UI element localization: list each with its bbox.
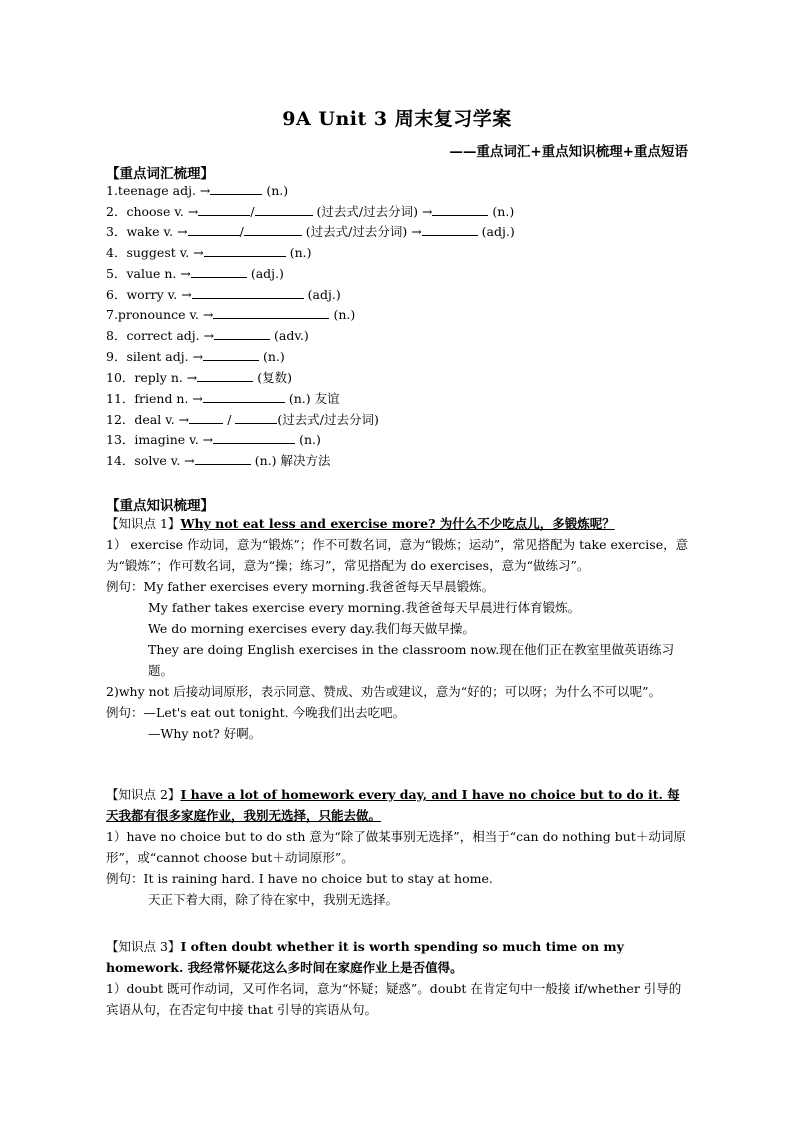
answer-blank[interactable] [195, 452, 251, 465]
knowledge-point-1: 【知识点 1】Why not eat less and exercise more? 为什么不少吃点儿，多锻炼呢？ 1） exercise 作动词，意为“锻炼”；作不可数名词，意为“锻炼；运动”，常见搭配为 take exercise，意为“锻炼”；作可数名词，意为“操；练习”，常见搭配为 do exercises，意为“做练习”。 例句：My father exercises every morning.我爸爸每天早晨锻炼。 My father takes exercise every morning.我爸爸每天早晨进行体育锻炼。 We do morning exercises every day.我们每天做早操。 They are doing English exercises in the classroom now.现在他们正在教室里做英语练习题。 2)why not 后接动词原形，表示同意、赞成、劝告或建议，意为“好的；可以呀；为什么不可以呢”。 例句：—Let's eat out tonight. 今晚我们出去吃吧。 —Why not? 好啊。 [106, 513, 692, 744]
example-sentence: My father takes exercise every morning.我爸爸每天早晨进行体育锻炼。 [148, 600, 581, 615]
answer-blank[interactable] [213, 431, 295, 444]
vocab-item: 13．imagine v. → (n.) [106, 432, 321, 447]
vocab-item: 5．value n. → (adj.) [106, 266, 284, 281]
answer-blank[interactable] [191, 265, 247, 278]
vocab-item: 12．deal v. → / (过去式/过去分词) [106, 412, 379, 427]
answer-blank[interactable] [255, 203, 313, 216]
answer-blank[interactable] [210, 182, 262, 195]
example-sentence: My father exercises every morning.我爸爸每天早晨锻炼。 [143, 579, 495, 594]
answer-blank[interactable] [189, 411, 223, 424]
answer-blank[interactable] [244, 223, 302, 236]
answer-blank[interactable] [203, 390, 285, 403]
vocab-item: 8．correct adj. → (adv.) [106, 328, 309, 343]
page-title: 9A Unit 3 周末复习学案 [282, 108, 512, 130]
vocab-item: 9．silent adj. → (n.) [106, 349, 285, 364]
vocab-item: 1.teenage adj. → (n.) [106, 183, 289, 198]
example-sentence: —Let's eat out tonight. 今晚我们出去吃吧。 [143, 705, 406, 720]
page-subtitle: ——重点词汇+重点知识梳理+重点短语 [449, 144, 688, 160]
vocab-item: 6．worry v. → (adj.) [106, 287, 341, 302]
kp-label: 【知识点 1】 [106, 516, 181, 531]
knowledge-point-3 [106, 936, 692, 1020]
kp-label: 【知识点 3】 [106, 939, 181, 954]
kp-explanation: 1） exercise 作动词，意为“锻炼”；作不可数名词，意为“锻炼；运动”，常见搭配为 take exercise，意为“锻炼”；作可数名词，意为“操；练习”，常见搭配为 do exercises，意为“做练习”。 [106, 537, 689, 573]
example-sentence: We do morning exercises every day.我们每天做早操。 [148, 621, 475, 636]
answer-blank[interactable] [198, 203, 250, 216]
kp-explanation: 2)why not 后接动词原形，表示同意、赞成、劝告或建议，意为“好的；可以呀；为什么不可以呢”。 [106, 684, 661, 699]
answer-blank[interactable] [188, 223, 240, 236]
vocab-item: 4．suggest v. → (n.) [106, 245, 312, 260]
kp-sentence: Why not eat less and exercise more? 为什么不少吃点儿，多锻炼呢？ [180, 516, 615, 531]
example-sentence: —Why not? 好啊。 [148, 726, 262, 741]
answer-blank[interactable] [192, 286, 304, 299]
answer-blank[interactable] [203, 348, 259, 361]
answer-blank[interactable] [213, 306, 329, 319]
kp-explanation: 1）have no choice but to do sth 意为“除了做某事别无选择”，相当于“can do nothing but＋动词原形”，或“cannot choose but＋动词原形”。 [106, 829, 686, 865]
vocab-item: 10．reply n. → (复数) [106, 370, 293, 385]
kp-explanation: 1）doubt 既可作动词，又可作名词，意为“怀疑；疑惑”。doubt 在肯定句中一般接 if/whether 引导的宾语从句，在否定句中接 that 引导的宾语从句。 [106, 981, 682, 1017]
answer-blank[interactable] [197, 369, 253, 382]
knowledge-point-2: 【知识点 2】I have a lot of homework every day, and I have no choice but to do it. 每天我都有很多家庭作业，我别无选择，只能去做。 1）have no choice but to do sth 意为“除了做某事别无选择”，相当于“can do nothing but＋动词原形”，或“cannot choose but＋动词原形”。 例句：It is raining hard. I have no choice but to stay at home. 天正下着大雨，除了待在家中，我别无选择。 [106, 784, 692, 910]
vocab-item: 3．wake v. → / (过去式/过去分词) → (adj.) [106, 224, 515, 239]
kp-label: 【知识点 2】 [106, 787, 181, 802]
kp-sentence: I often doubt whether it is worth spending so much time on my homework. 我经常怀疑花这么多时间在家庭作业上是否值得。 [106, 939, 624, 975]
vocab-item: 7.pronounce v. → (n.) [106, 307, 356, 322]
section-vocab-heading: 【重点词汇梳理】 [106, 166, 214, 182]
answer-blank[interactable] [214, 327, 270, 340]
example-sentence: They are doing English exercises in the classroom now.现在他们正在教室里做英语练习题。 [148, 642, 675, 678]
vocab-item: 2．choose v. → / (过去式/过去分词) → (n.) [106, 204, 515, 219]
answer-blank[interactable] [422, 223, 478, 236]
section-points-heading: 【重点知识梳理】 [106, 498, 214, 514]
answer-blank[interactable] [432, 203, 488, 216]
answer-blank[interactable] [204, 244, 286, 257]
vocab-item: 11．friend n. → (n.) 友谊 [106, 391, 340, 406]
answer-blank[interactable] [235, 411, 277, 424]
example-sentence: It is raining hard. I have no choice but to stay at home. [143, 871, 493, 886]
kp-sentence: I have a lot of homework every day, and I have no choice but to do it. 每天我都有很多家庭作业，我别无选择，只能去做。 [106, 787, 680, 823]
example-sentence: 天正下着大雨，除了待在家中，我别无选择。 [148, 892, 399, 907]
vocab-item: 14．solve v. → (n.) 解决方法 [106, 453, 331, 468]
